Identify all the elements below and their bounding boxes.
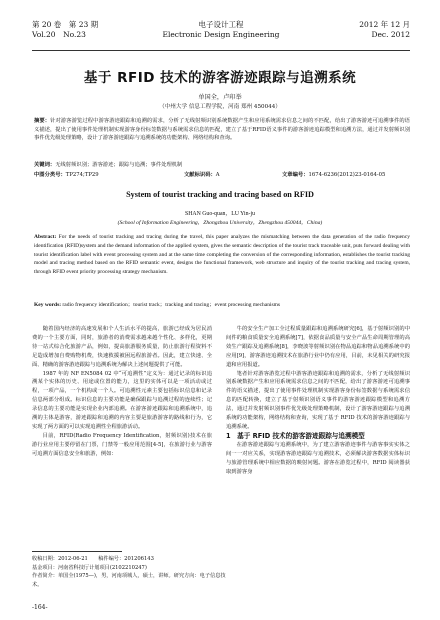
keywords-en [34,301,410,310]
footnote-received: 收稿日期：2012-06-21 稿件编号：201206143 [32,556,154,562]
clc-label: 中图分类号： [34,172,66,178]
header-journal-en: Electronic Design Engineering [162,30,280,39]
header-right [359,20,410,40]
paper-title: 基于 RFID 技术的游客游迹跟踪与追溯系统 [83,70,357,86]
header-volume-cn: 第 20 卷 第 23 期 [32,20,99,29]
header-date-cn: 2012 年 12 月 [359,20,410,29]
doc-code-label: 文献标识码： [184,172,216,178]
body-paragraph: 笔者针对游客游览过程中游客游迹跟踪和追溯的需求，分析了无线射频识别系统数据产生和应用系统需求信息之间的不匹配，给出了游客游迹可追溯事件的语义描述，提出了使用事件处理机制实现游客身份标签数据与系统需求信息的匹配转换，建立了基于射频识别语义事件的游客游迹跟踪模型和追溯方法，通过并发射频识别事件优先级处理策略机制，设计了游客游迹跟踪与追溯系统的功能架构，网络结构和查询，实现了基于 RFID 技术的游客游迹跟踪与追溯系统。 [226,370,410,430]
doc-code-field [184,171,220,180]
abstract-cn-text: 针对游客游览过程中游客游迹跟踪和追溯的需求，分析了无线射频识别系统数据产生和应用系统需求信息之间的不匹配，给出了游客游迹可追溯事件的语义描述，提出了使用事件处理机制实现游客身份标签数据与系统需求信息的匹配，建立了基于RFID语义事件的游客游迹追踪模型和追溯方法，通过并发射频识别事件优先级处理策略，设计了游客游迹跟踪与追溯系统的功能架构、网络结构和查询。 [34,118,410,142]
author-list: 单国全，卢印举 [198,94,242,101]
body-paragraph: 随着国内经济的高速发展和个人生活水平的提高，旅游已经成为居民消费的一个主要方面，同时，旅游者的消费需求越来越个性化、多样化，更期待一站式综合化旅游产品，例如，提高旅游服务质量，防止旅游行程资料不足造成增加自费购物机费，快速救援被困远程旅游者。因此，建立快速、全面、精确的游客游迹跟踪与追溯系统为解决上述问题提供了可能。 [32,326,212,368]
abstract-en-label: Abstract: [34,234,57,240]
abstract-en [34,233,410,277]
header-volume-en: Vol.20 No.23 [32,30,86,39]
keywords-en-label: Key words: [34,302,62,308]
body-column-left [32,325,212,459]
english-title: System of tourist tracking and tracing based on RFID [126,190,314,199]
body-paragraph: 1987 年的 NF EN5084 02 中“可追溯性”定义为：通过记录的标识追溯某个实体的历史、用途或位置的能力，这里的实体可以是一项活动或过程，一项产品，一个机构或一个人。可追溯性元素主要包括标识信息和记录信息两部分组成。标识信息的主要功能是确保跟踪与追溯过程的连续性；记录信息的主要功能是实现企业内部追溯。在游客游迹跟踪和追溯系统中，追溯的主体是游客，游迹跟踪和追溯的内容主要是旅游游客的路线和行为，它实现了两方面的可以实现追溯性全程旅游活动。 [32,370,212,430]
keywords-en-text: radio frequency identification；tourist track；tracking and tracing；event processing mechanisms [62,302,281,308]
article-no-field [282,171,385,180]
footnote-fund: 基金项目：河南省科技厅计划项目(2102210247) [32,564,147,571]
clc-field [34,171,99,180]
article-no-value: 1674-6236(2012)23-0164-05 [308,172,386,178]
abstract-cn-label: 摘要： [34,118,51,124]
keywords-cn-label: 关键词： [34,162,56,168]
keywords-cn [34,161,410,170]
keywords-cn-text: 无线射频识别；游客游迹；跟踪与追溯；事件处理机制 [55,162,183,168]
abstract-cn [34,117,410,143]
footnote-bio: 作者简介：单国全(1975—)，男，河南项城人，硕士，讲师。研究方向：电子信息技术。 [32,573,226,588]
body-column-right [226,325,410,476]
body-paragraph: 目前，RFID(Radio Frequency Identification，射频识别)技术在旅游行业应用主要停留在门票，门禁等一般应用范围[4-5]，在旅游行业与游客可追溯方面信息安全和旅游，例如： [32,432,212,457]
english-affiliation: (School of Information Engineering，Zhongzhou University，Zhengzhou 450044，China) [117,220,323,226]
article-no-label: 文章编号： [282,172,309,178]
page-number: -164- [32,604,48,611]
affiliation: （中州大学 信息工程学院，河南 郑州 450044） [159,104,281,110]
doc-code-value: A [215,172,220,178]
journal-header [32,20,410,54]
abstract-en-text: For the needs of tourist tracking and tracing during the travel, this paper analyzes the mismatching between the data generation of the radio frequency identification (RFID)system and the demand information of the applied system, gives the semantic description of the tourist track traceable unit, puts forward dealing with tourist identification label with event processing system and at the same time completing the conversion of the corresponding information, establishes the tourist tracking model and tracing method based on the RFID semantic event, designs the functional framework, web structure and inquiry of the tourist tracking and tracing system, through RFID event priority processing strategy mechanism. [34,234,410,276]
footnote-rule [32,551,122,552]
section-heading: 1 基于 RFID 技术的游客游迹跟踪与追溯模型 [226,431,365,440]
body-paragraph: 牛的安全生产加工全过程质量跟踪和追溯系统研究[6]，基于射频识别的中间件的粮食质量安全追溯系统[7]，依据食品质量与安全产品生命周期管理的高效生产跟踪及追溯系统[8]，李晓波等射频识别在物品追踪和物品追溯系统中的应用[9]，游客游迹追溯技术在旅游行业中仍有应用，目前，未见相关的研究报道和应用报道。 [226,326,410,368]
body-paragraph: 在游客游迹跟踪与追溯系统中，为了建立游客游迹事件与游客事实实体之间一一对应关系，实现游客游迹跟踪与追溯技术，必须解决游客数据实体标识与旅游管理系统中相应数据的映射问题。游客在游览过程中，RFID 阅读器获取到游客身 [226,441,410,475]
header-date-en: Dec. 2012 [371,30,410,39]
header-rule [32,50,410,51]
clc-value: TP274;TP29 [65,172,99,178]
footnote [32,555,232,589]
header-journal-cn: 电子设计工程 [198,20,244,29]
english-authors: SHAN Guo-quan，LU Yin-ju [185,211,255,217]
header-center [32,20,410,40]
